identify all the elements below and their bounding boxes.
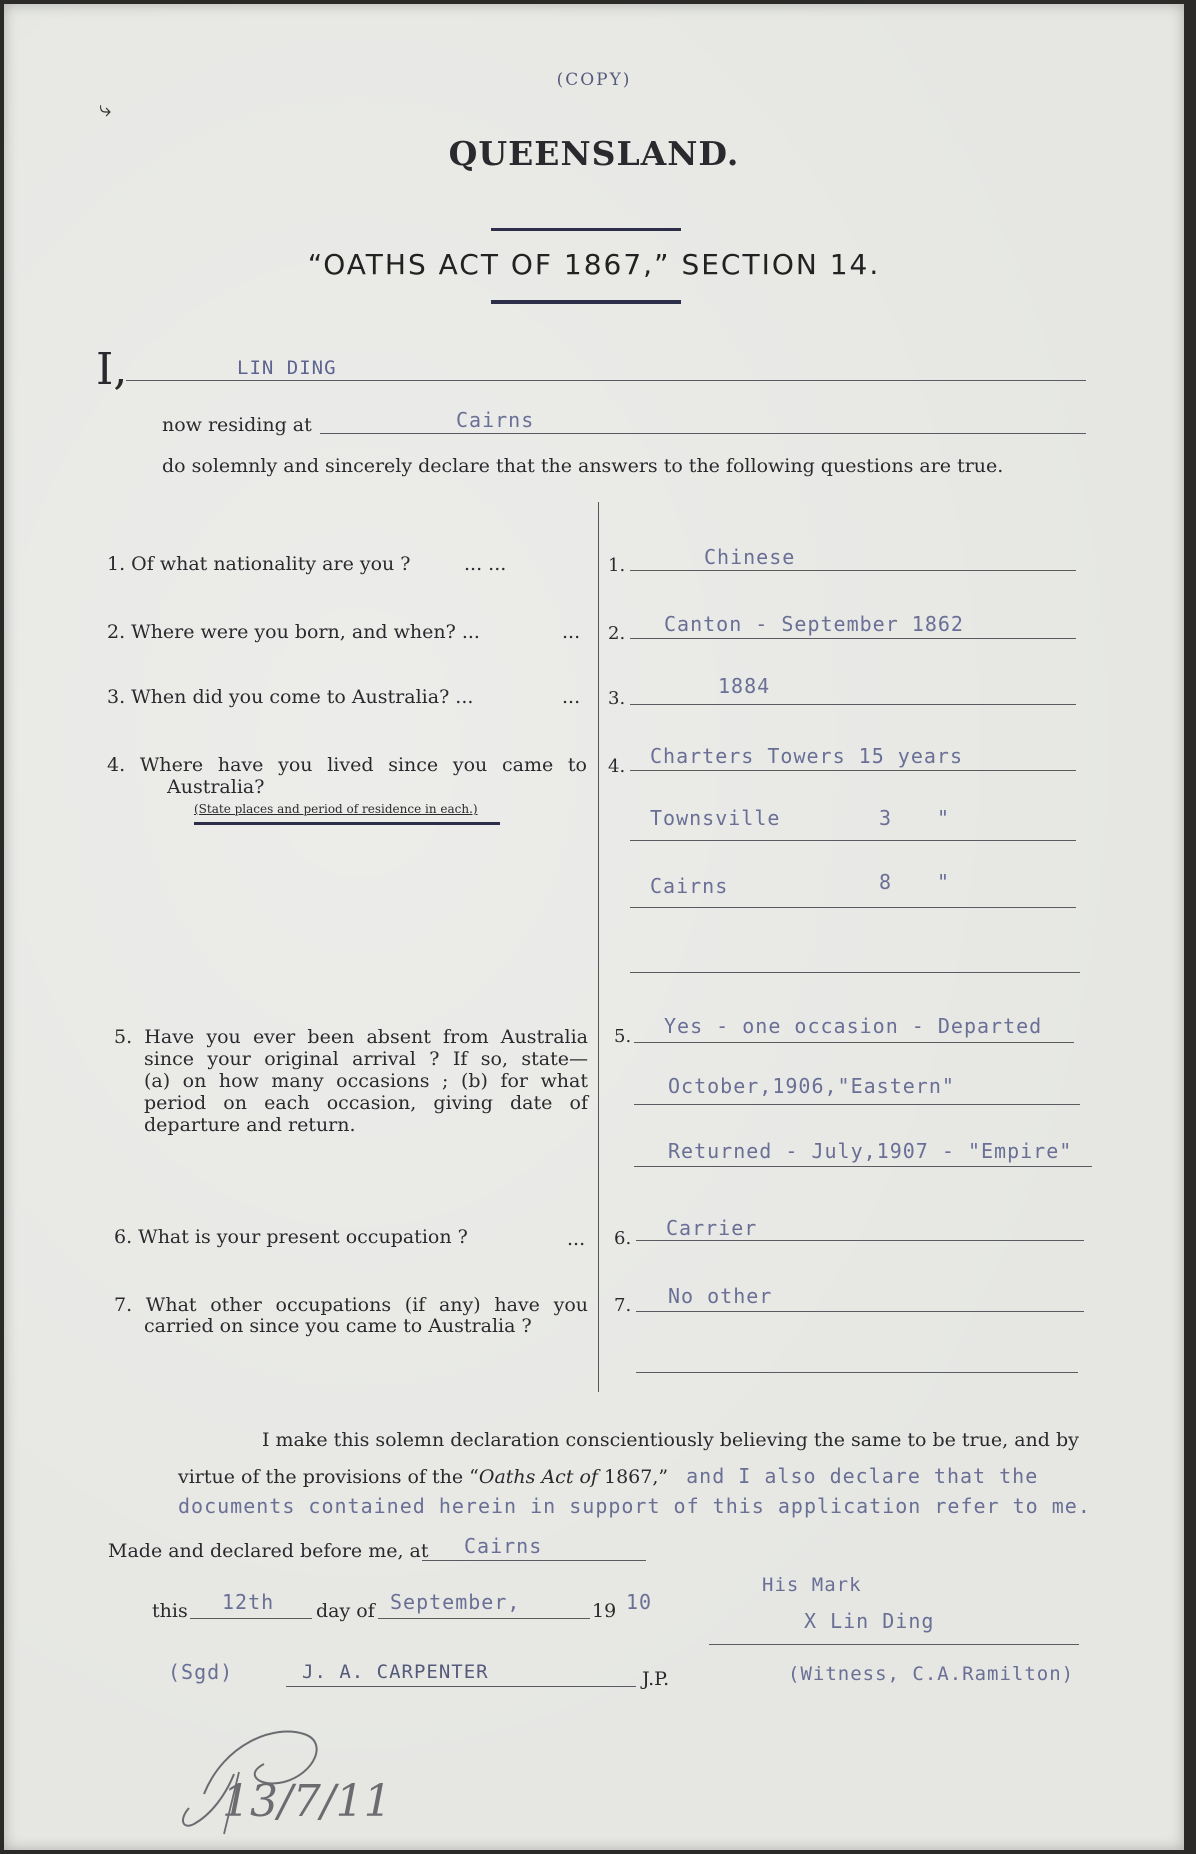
answer-7-number: 7. (614, 1295, 632, 1316)
answer-2-line (630, 638, 1076, 639)
answer-2: Canton - September 1862 (664, 612, 964, 636)
answer-3-number: 3. (608, 688, 626, 709)
sgd-label: (Sgd) (168, 1660, 234, 1684)
made-place-line (422, 1560, 646, 1561)
answer-5-row-3: Returned - July,1907 - "Empire" (668, 1139, 1073, 1163)
answer-5-line-2 (634, 1104, 1080, 1105)
answer-4-place-1: Charters Towers 15 years (650, 744, 963, 768)
answer-4-unit-3: " (937, 870, 951, 894)
answer-6-line (636, 1240, 1084, 1241)
question-4-note-rule (194, 822, 500, 825)
made-label: Made and declared before me, at (108, 1540, 429, 1562)
name-line (126, 380, 1086, 381)
declarant-pronoun: I, (96, 344, 128, 395)
question-1-dots: ... ... (464, 553, 507, 575)
question-6: 6. What is your present occupation ? (114, 1226, 468, 1248)
answer-3: 1884 (718, 674, 771, 698)
question-5-line4: period on each occasion, giving date of (144, 1092, 588, 1114)
declaration-typed-2: and I also declare that the (686, 1464, 1039, 1488)
his-mark-label: His Mark (762, 1574, 862, 1596)
declarant-name: LIN DING (237, 357, 337, 379)
question-5-line3: (a) on how many occasions ; (b) for what (144, 1070, 588, 1092)
question-7-line1: 7. What other occupations (if any) have you (114, 1294, 588, 1316)
answer-4-line-2 (630, 840, 1076, 841)
declaration-act-name: Oaths Act of (478, 1466, 598, 1488)
answer-1-line (630, 570, 1076, 571)
answer-7: No other (668, 1284, 773, 1308)
column-divider (598, 502, 599, 1392)
declaration-line-2 (178, 1464, 1038, 1488)
answer-4-place-3: Cairns (650, 874, 729, 898)
answer-4-years-3: 8 (879, 870, 893, 894)
answer-4-line-1 (630, 770, 1076, 771)
year-suffix: 10 (626, 1590, 653, 1614)
question-5-line5: departure and return. (144, 1114, 356, 1136)
initials-date-note: 13/7/11 (222, 1776, 392, 1827)
declaration-typed-3: documents contained herein in support of this application refer to me. (178, 1494, 1091, 1518)
answer-5-line-3 (634, 1166, 1092, 1167)
answer-1: Chinese (704, 545, 796, 569)
declaration-line-2-start: virtue of the provisions of the “ (178, 1466, 479, 1488)
answer-4-line-3 (630, 907, 1076, 908)
made-place: Cairns (464, 1534, 543, 1558)
act-title: “OATHS ACT OF 1867,” SECTION 14. (307, 248, 881, 281)
question-7-line2: carried on since you came to Australia ? (144, 1315, 532, 1337)
declare-text: do solemnly and sincerely declare that the answers to the following questions are true. (162, 455, 1004, 477)
answer-3-line (630, 704, 1076, 705)
copy-label: (COPY) (556, 70, 632, 90)
day-line (190, 1618, 312, 1619)
answer-6-number: 6. (614, 1228, 632, 1249)
answer-2-number: 2. (608, 623, 626, 644)
day-of-label: day of (316, 1600, 375, 1622)
answer-4-years-2: 3 (879, 806, 893, 830)
question-4-line1: 4. Where have you lived since you came to (107, 754, 587, 776)
question-2-dots: ... (562, 621, 581, 643)
pencil-mark-icon: ⤷ (99, 96, 112, 121)
signature-line (709, 1644, 1079, 1645)
question-4-line2: Australia? (167, 776, 265, 798)
answer-7-line-2 (636, 1372, 1078, 1373)
this-label: this (152, 1600, 188, 1622)
answer-1-number: 1. (608, 555, 626, 576)
witness-text: (Witness, C.A.Ramilton) (788, 1663, 1075, 1685)
state-title: QUEENSLAND. (448, 134, 740, 173)
question-3: 3. When did you come to Australia? ... (107, 686, 474, 708)
residing-line (320, 433, 1086, 434)
answer-4-place-2: Townsville (650, 806, 781, 830)
question-5-line2: since your original arrival ? If so, state— (144, 1048, 588, 1070)
question-4-note: (State places and period of residence in each.) (194, 802, 478, 816)
jp-name: J. A. CARPENTER (302, 1661, 489, 1683)
answer-4-line-4 (630, 972, 1080, 973)
answer-4-number: 4. (608, 756, 626, 777)
answer-5-row-2: October,1906,"Eastern" (668, 1074, 955, 1098)
answer-5-line-1 (634, 1042, 1074, 1043)
question-3-dots: ... (562, 686, 581, 708)
answer-5-number: 5. (614, 1026, 632, 1047)
residing-value: Cairns (456, 408, 535, 432)
day-value: 12th (222, 1590, 275, 1614)
header-rule-bottom (491, 300, 681, 304)
question-1: 1. Of what nationality are you ? (107, 553, 411, 575)
residing-label: now residing at (162, 414, 312, 436)
month-value: September, (390, 1590, 521, 1614)
month-line (378, 1618, 590, 1619)
year-prefix: 19 (592, 1600, 617, 1622)
answer-4-unit-2: " (937, 806, 951, 830)
mark-signature: X Lin Ding (804, 1609, 935, 1633)
question-6-dots: ... (567, 1228, 586, 1250)
answer-5-row-1: Yes - one occasion - Departed (664, 1014, 1043, 1038)
declaration-line-1: I make this solemn declaration conscientiously believing the same to be true, and by (262, 1429, 1079, 1451)
declaration-line-2-year: 1867,” (597, 1466, 669, 1488)
answer-7-line (636, 1311, 1084, 1312)
declaration-document (4, 4, 1184, 1850)
jp-line (286, 1686, 636, 1687)
answer-6: Carrier (666, 1216, 758, 1240)
header-rule-top (491, 228, 681, 231)
question-5-line1: 5. Have you ever been absent from Australia (114, 1026, 588, 1048)
question-2: 2. Where were you born, and when? ... (107, 621, 480, 643)
jp-label: J.P. (642, 1668, 670, 1690)
